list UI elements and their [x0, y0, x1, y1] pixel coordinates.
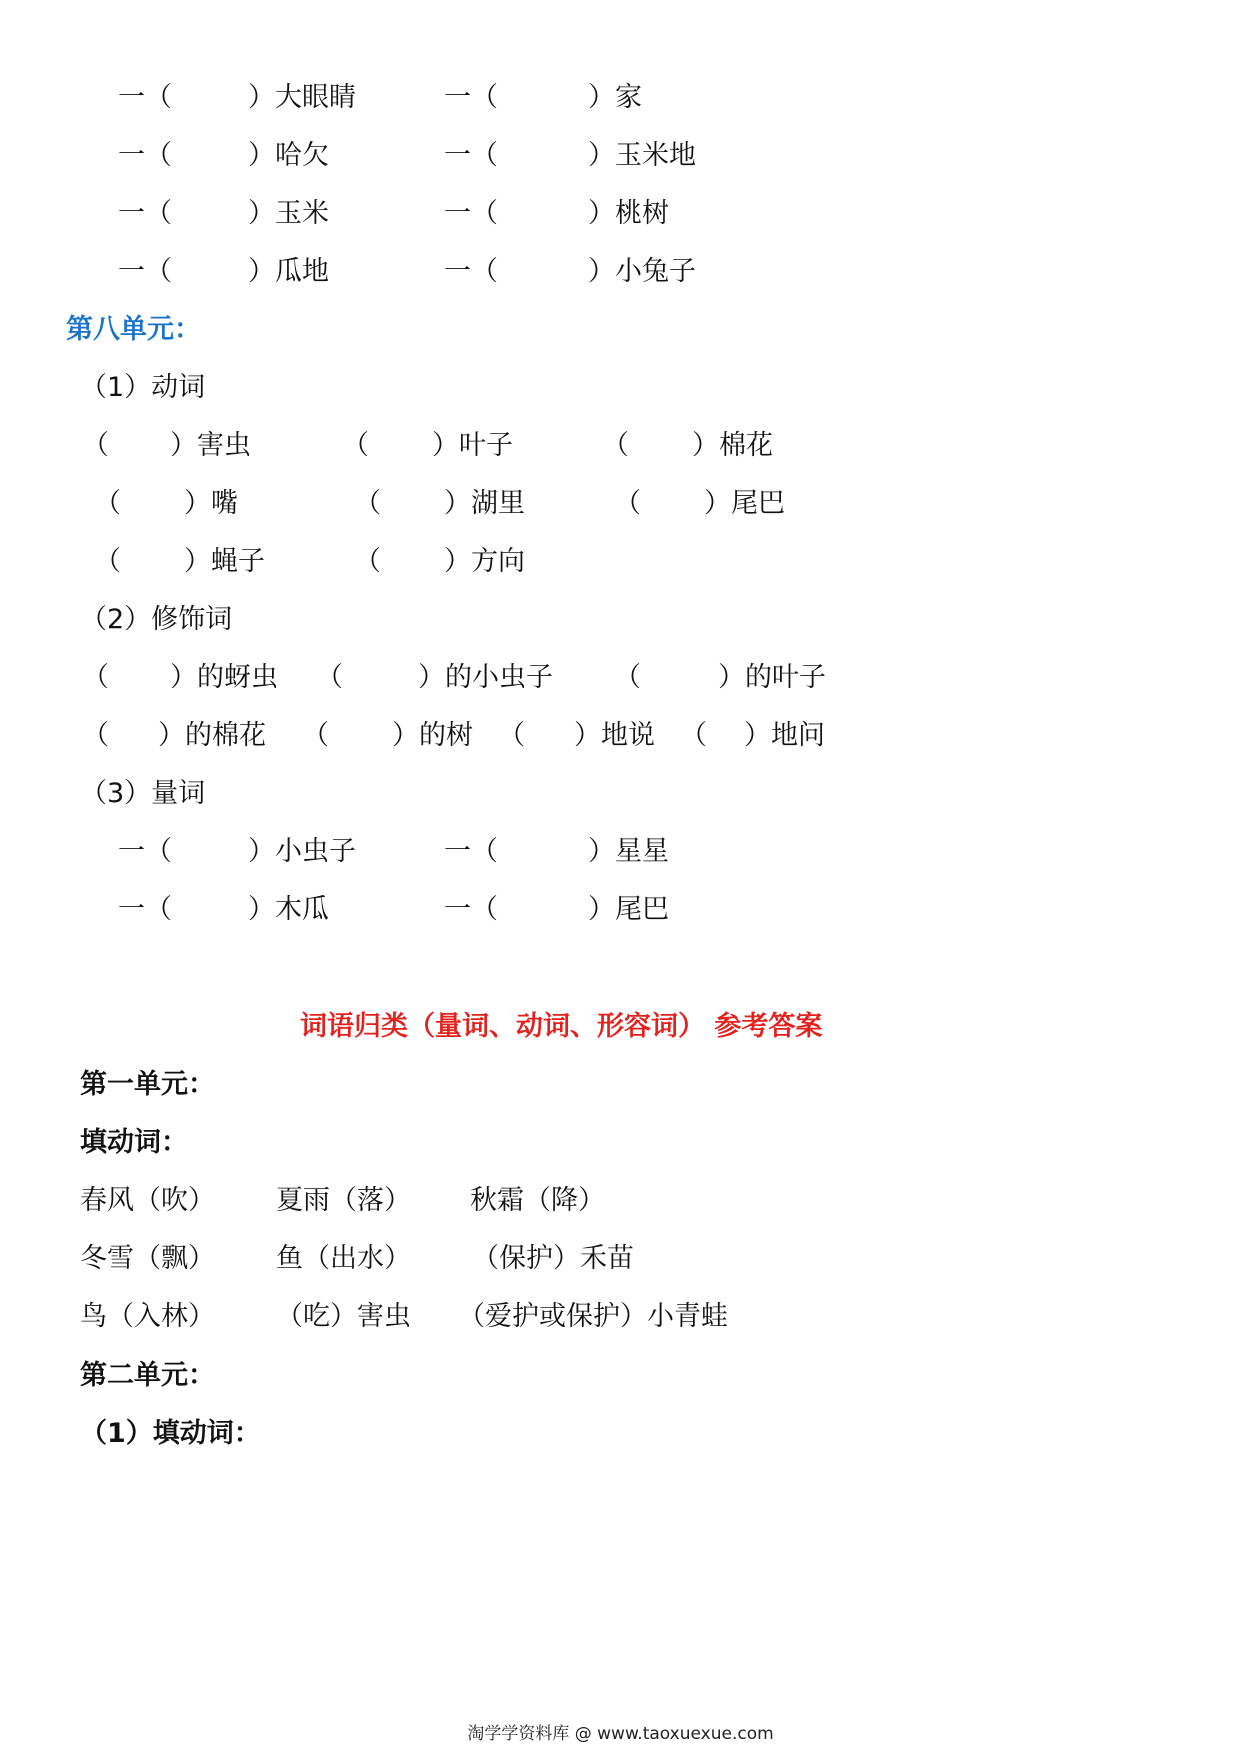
answer-item: （吃）害虫	[276, 1301, 411, 1332]
blank-open: 一（	[118, 256, 172, 287]
measure-label: （3）量词	[80, 778, 206, 809]
blank-open: （	[354, 546, 381, 577]
word: ）的棉花	[158, 720, 266, 751]
verbs-label: （1）动词	[80, 372, 206, 403]
measure-row	[0, 78, 900, 118]
unit1-subtitle: 填动词：	[80, 1127, 188, 1158]
blank-open: 一（	[444, 836, 498, 867]
answer-row	[0, 1239, 900, 1279]
blank-open: （	[82, 430, 109, 461]
blank-open: 一（	[118, 836, 172, 867]
word: ）的蚜虫	[170, 662, 278, 693]
answer-item: 春风（吹）	[80, 1185, 215, 1216]
verb-row	[0, 484, 900, 524]
word: ）湖里	[444, 488, 525, 519]
word: ）叶子	[432, 430, 513, 461]
blank-open: （	[354, 488, 381, 519]
blank-open: 一（	[118, 198, 172, 229]
blank-open: （	[680, 720, 707, 751]
word: ）尾巴	[588, 894, 669, 925]
word: ）的叶子	[718, 662, 826, 693]
word: ）小兔子	[588, 256, 696, 287]
answer-row	[0, 1297, 900, 1337]
measure-row	[0, 832, 900, 872]
word: ）小虫子	[248, 836, 356, 867]
blank-open: （	[342, 430, 369, 461]
blank-open: 一（	[444, 140, 498, 171]
word: ）嘴	[184, 488, 238, 519]
page-footer: 淘学学资料库 @ www.taoxuexue.com	[467, 1724, 774, 1744]
blank-open: （	[614, 662, 641, 693]
answer-item: 秋霜（降）	[470, 1185, 605, 1216]
blank-open: （	[614, 488, 641, 519]
modifiers-label: （2）修饰词	[80, 604, 233, 635]
answer-item: 夏雨（落）	[276, 1185, 411, 1216]
answer-item: （爱护或保护）小青蛙	[458, 1301, 728, 1332]
unit2-title: 第二单元：	[80, 1360, 215, 1391]
modifier-row	[0, 716, 900, 756]
blank-open: 一（	[118, 894, 172, 925]
word: ）的小虫子	[418, 662, 553, 693]
word: ）哈欠	[248, 140, 329, 171]
modifier-row	[0, 658, 900, 698]
word: ）害虫	[170, 430, 251, 461]
word: ）星星	[588, 836, 669, 867]
word: ）尾巴	[704, 488, 785, 519]
word: ）家	[588, 82, 642, 113]
measure-row	[0, 890, 900, 930]
word: ）瓜地	[248, 256, 329, 287]
blank-open: 一（	[444, 198, 498, 229]
blank-open: 一（	[444, 82, 498, 113]
word: ）玉米	[248, 198, 329, 229]
word: ）桃树	[588, 198, 669, 229]
verb-row	[0, 426, 900, 466]
measure-row	[0, 252, 900, 292]
blank-open: （	[302, 720, 329, 751]
answers-title: 词语归类（量词、动词、形容词） 参考答案	[300, 1011, 823, 1042]
word: ）蝇子	[184, 546, 265, 577]
blank-open: 一（	[118, 140, 172, 171]
measure-row	[0, 136, 900, 176]
verb-row	[0, 542, 900, 582]
word: ）地问	[744, 720, 825, 751]
blank-open: （	[498, 720, 525, 751]
word: ）大眼睛	[248, 82, 356, 113]
word: ）棉花	[692, 430, 773, 461]
unit2-subtitle: （1）填动词：	[80, 1418, 261, 1449]
word: ）的树	[392, 720, 473, 751]
blank-open: 一（	[444, 256, 498, 287]
word: ）地说	[574, 720, 655, 751]
unit8-title: 第八单元：	[66, 314, 201, 345]
word: ）玉米地	[588, 140, 696, 171]
answer-row	[0, 1181, 900, 1221]
blank-open: 一（	[444, 894, 498, 925]
blank-open: （	[82, 662, 109, 693]
word: ）方向	[444, 546, 525, 577]
blank-open: （	[316, 662, 343, 693]
answer-item: 鸟（入林）	[80, 1301, 215, 1332]
section-label	[0, 600, 900, 640]
answer-item: （保护）禾苗	[472, 1243, 634, 1274]
blank-open: （	[82, 720, 109, 751]
answer-item: 鱼（出水）	[276, 1243, 411, 1274]
section-label	[0, 774, 900, 814]
answer-item: 冬雪（飘）	[80, 1243, 215, 1274]
blank-open: （	[602, 430, 629, 461]
blank-open: 一（	[118, 82, 172, 113]
word: ）木瓜	[248, 894, 329, 925]
measure-row	[0, 194, 900, 234]
unit1-title: 第一单元：	[80, 1069, 215, 1100]
blank-open: （	[94, 546, 121, 577]
blank-open: （	[94, 488, 121, 519]
section-label	[0, 368, 900, 408]
